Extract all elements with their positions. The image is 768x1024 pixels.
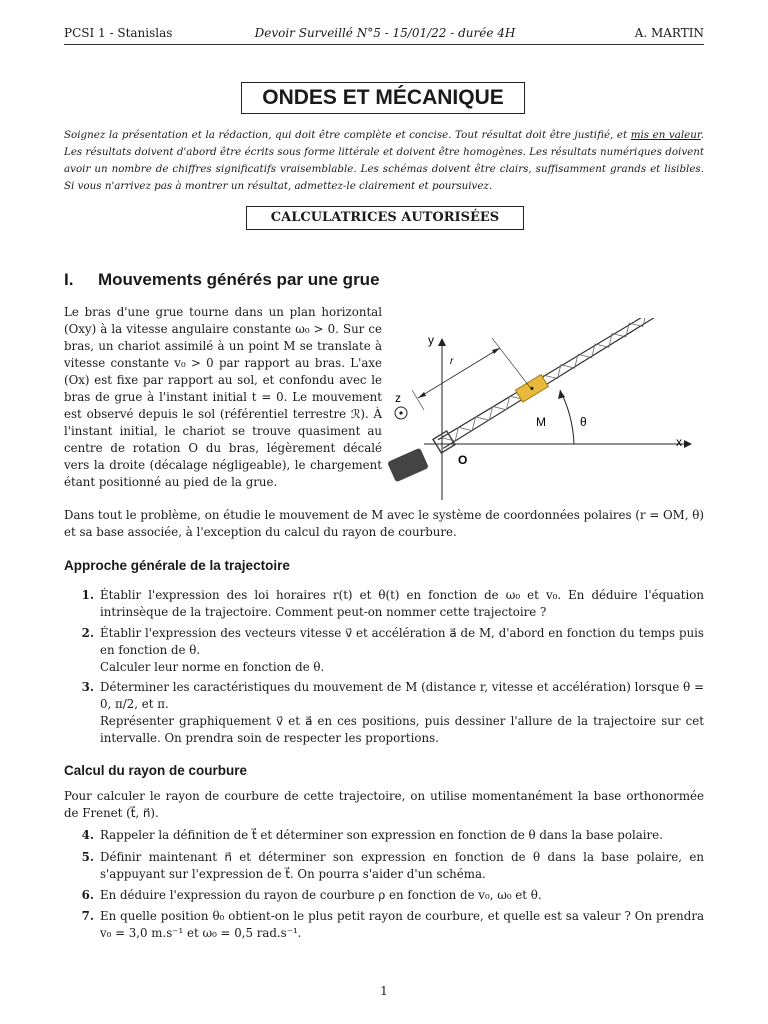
o-label: O [458,453,468,467]
question-text: En déduire l'expression du rayon de courbure ρ en fonction de v₀, ω₀ et θ. [100,888,542,902]
question-number: 6. [81,888,94,902]
question-text: Déterminer les caractéristiques du mouvement de M (distance r, vitesse et accélération) lorsque θ = 0, π/2, et π. [100,680,704,711]
subsection-title-curvature: Calcul du rayon de courbure [64,763,248,778]
question-5 [76,849,704,883]
z-label: z [395,391,401,405]
instructions [64,127,704,195]
y-axis-arrow [438,338,446,346]
header-center: Devoir Surveillé N°5 - 15/01/22 - durée 4H [254,26,516,40]
page-title: ONDES ET MÉCANIQUE [241,82,525,114]
question-number: 3. [81,680,94,694]
question-text: Rappeler la définition de t⃗ et déterminer son expression en fonction de θ dans la base polaire. [100,828,663,842]
crane-figure [384,318,706,504]
question-number: 2. [81,626,94,640]
question-text: Définir maintenant n⃗ et déterminer son expression en fonction de θ dans la base polaire, en s'appuyant sur l'expression de t⃗. On pourra s'aider d'un schéma. [100,850,704,881]
question-2 [76,625,704,676]
question-text: Établir l'expression des loi horaires r(t) et θ(t) en fonction de ω₀ et v₀. En déduire l'équation intrinsèque de la trajectoire. Comment peut-on nommer cette trajectoire ? [100,588,704,619]
calculators-notice: CALCULATRICES AUTORISÉES [246,206,524,230]
instructions-underlined: mis en valeur [630,129,701,141]
header-right: A. MARTIN [634,26,704,40]
question-3 [76,679,704,747]
theta-label: θ [580,415,587,429]
question-number: 1. [81,588,94,602]
page-number: 1 [380,984,388,998]
curvature-intro: Pour calculer le rayon de courbure de cette trajectoire, on utilise momentanément la base orthonormée de Frenet (t⃗, n⃗). [64,789,704,820]
instructions-part-a: Soignez la présentation et la rédaction, qui doit être complète et concise. Tout résultat doit être justifié, et [64,129,631,141]
header-left: PCSI 1 - Stanislas [64,26,173,40]
instructions-part-b: . Les résultats doivent d'abord être écrits sous forme littérale et doivent être homogènes. Les résultats numériques doivent avoir un nombre de chiffres significatifs vraisemblable. Les schémas doivent être clairs, suffisamment grands et lisibles. Si vous n'arrivez pas à montrer un résultat, admettez-le clairement et poursuivez. [64,129,704,192]
counterweight [387,448,429,483]
question-text-2: Calculer leur norme en fonction de θ. [100,660,325,674]
question-text: Établir l'expression des vecteurs vitesse v⃗ et accélération a⃗ de M, d'abord en fonction du temps puis en fonction de θ. [100,626,704,657]
section-number: I. [64,270,74,289]
question-6 [76,887,704,904]
m-label: M [536,415,546,429]
question-7 [76,908,704,942]
z-dot [399,411,402,414]
coordinates-paragraph: Dans tout le problème, on étudie le mouvement de M avec le système de coordonnées polaires (r = OM, θ) et sa base associée, à l'exception du calcul du rayon de courbure. [64,508,704,539]
r-label: r [450,356,454,367]
question-number: 4. [81,828,94,842]
r-dimension-line [418,348,500,398]
crane-arm [433,318,706,453]
question-number: 7. [81,909,94,923]
section-title-text: Mouvements générés par une grue [98,270,380,289]
theta-arc [560,390,574,444]
x-axis-arrow [684,440,692,448]
question-text: En quelle position θ₀ obtient-on le plus petit rayon de courbure, et quelle est sa valeur ? On prendra v₀ = 3,0 m.s⁻¹ et ω₀ = 0,5 rad.s⁻¹. [100,909,704,940]
x-label: x [676,435,682,449]
y-label: y [428,333,434,347]
question-text-2: Représenter graphiquement v⃗ et a⃗ en ces positions, puis dessiner l'allure de la trajectoire sur cet intervalle. On prendra soin de respecter les proportions. [100,714,704,745]
section-title [64,270,380,290]
section-paragraph: Le bras d'une grue tourne dans un plan horizontal (Oxy) à la vitesse angulaire constante ω₀ > 0. Sur ce bras, un chariot assimilé à un point M se translate à vitesse constante v₀ > 0 par rapport au bras. L'axe (Ox) est fixe par rapport au sol, et confondu avec le bras de grue à l'instant initial t = 0. Le mouvement est observé depuis le sol (référentiel terrestre ℛ). À l'instant initial, le chariot se trouve quasiment au centre de rotation O du bras, légèrement décalé vers la droite (décalage négligeable), le chargement étant positionné au pied de la grue. [64,305,382,489]
question-number: 5. [81,850,94,864]
header-rule [64,44,704,45]
subsection-title-trajectory: Approche générale de la trajectoire [64,558,290,573]
question-4 [76,827,704,844]
question-1 [76,587,704,621]
